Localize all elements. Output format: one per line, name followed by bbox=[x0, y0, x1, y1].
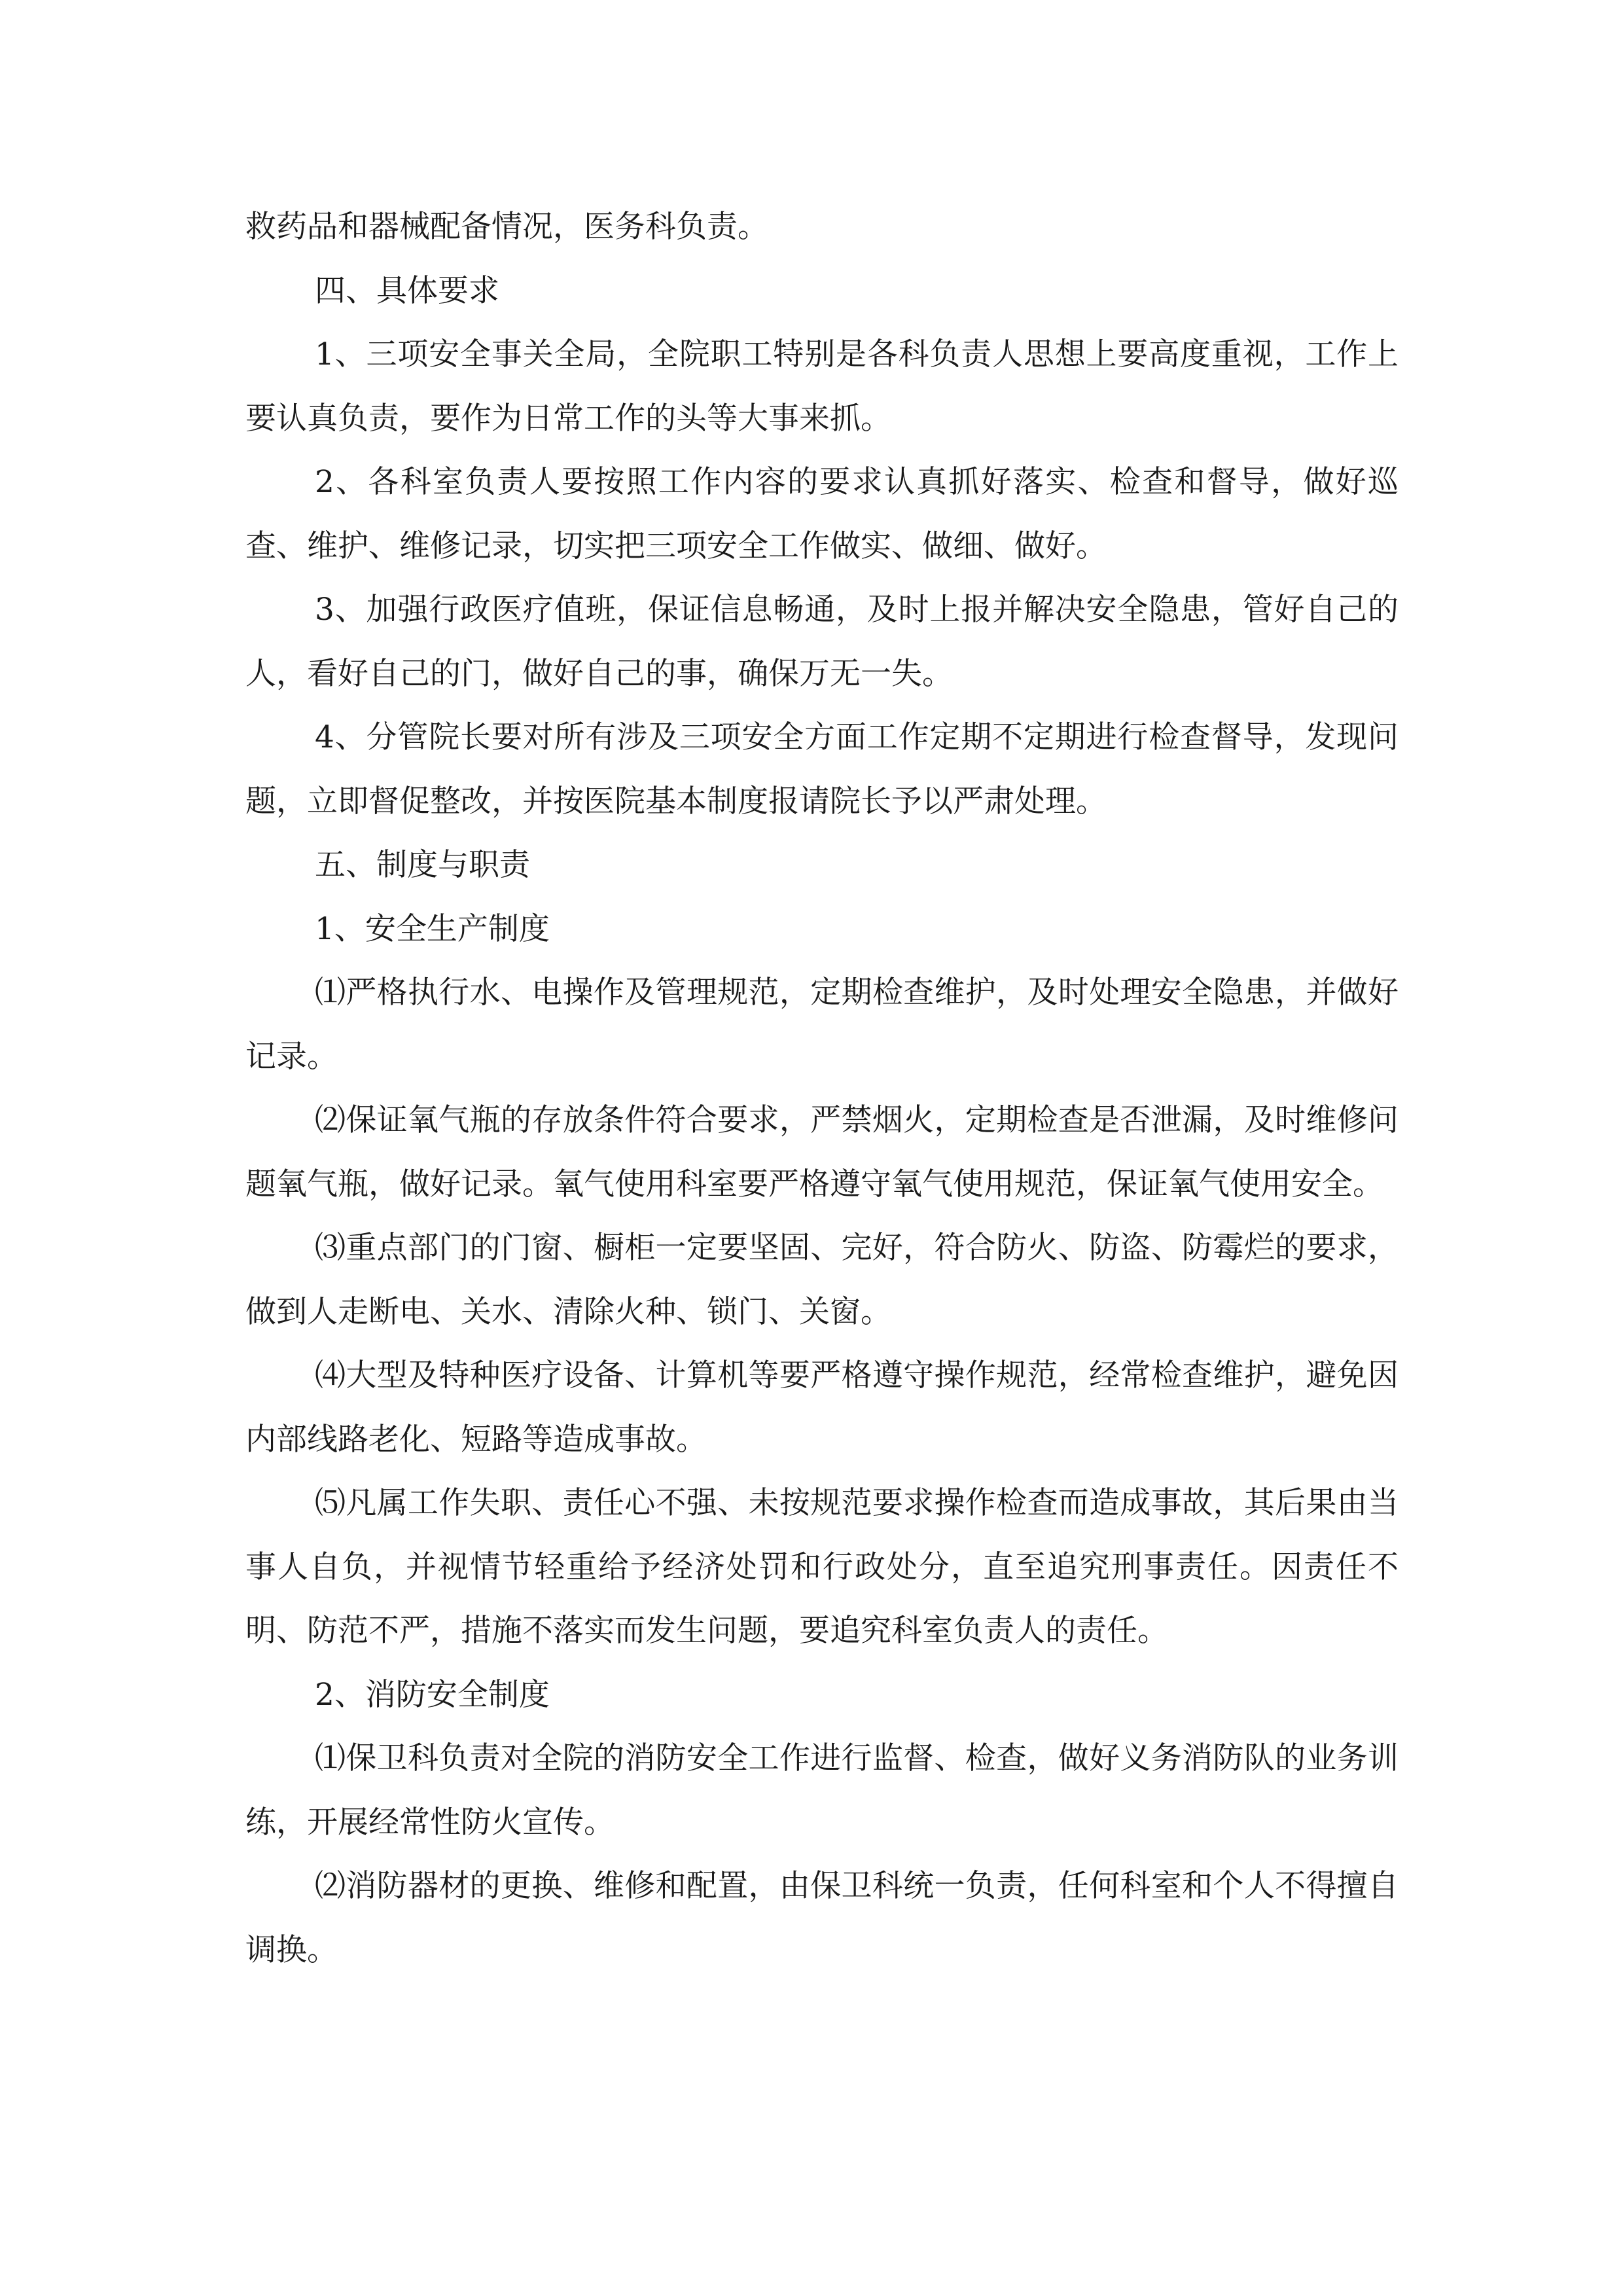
production-rule-1: ⑴严格执行水、电操作及管理规范，定期检查维护，及时处理安全隐患，并做好记录。 bbox=[245, 975, 1399, 1075]
fire-rule-2: ⑵消防器材的更换、维修和配置，由保卫科统一负责，任何科室和个人不得擅自调换。 bbox=[245, 1868, 1399, 1968]
paragraph-continuation: 救药品和器械配备情况，医务科负责。 bbox=[245, 209, 768, 245]
section-heading-specific-requirements: 四、具体要求 bbox=[315, 272, 499, 309]
requirement-item-2: 2、各科室负责人要按照工作内容的要求认真抓好落实、检查和督导，做好巡查、维护、维修记录，切实把三项安全工作做实、做细、做好。 bbox=[245, 464, 1399, 564]
production-rule-3: ⑶重点部门的门窗、橱柜一定要坚固、完好，符合防火、防盗、防霉烂的要求，做到人走断电、关水、清除火种、锁门、关窗。 bbox=[245, 1230, 1399, 1330]
fire-rule-1: ⑴保卫科负责对全院的消防安全工作进行监督、检查，做好义务消防队的业务训练，开展经常性防火宣传。 bbox=[245, 1740, 1399, 1840]
section-heading-rules-duties: 五、制度与职责 bbox=[315, 847, 530, 883]
subsection-heading-fire-safety: 2、消防安全制度 bbox=[315, 1676, 550, 1713]
production-rule-4: ⑷大型及特种医疗设备、计算机等要严格遵守操作规范，经常检查维护，避免因内部线路老化、短路等造成事故。 bbox=[245, 1357, 1399, 1458]
document-body bbox=[245, 195, 1399, 1982]
production-rule-2: ⑵保证氧气瓶的存放条件符合要求，严禁烟火，定期检查是否泄漏，及时维修问题氧气瓶，做好记录。氧气使用科室要严格遵守氧气使用规范，保证氧气使用安全。 bbox=[245, 1102, 1399, 1202]
requirement-item-4: 4、分管院长要对所有涉及三项安全方面工作定期不定期进行检查督导，发现问题，立即督促整改，并按医院基本制度报请院长予以严肃处理。 bbox=[245, 719, 1399, 819]
production-rule-5: ⑸凡属工作失职、责任心不强、未按规范要求操作检查而造成事故，其后果由当事人自负，并视情节轻重给予经济处罚和行政处分，直至追究刑事责任。因责任不明、防范不严，措施不落实而发生问题，要追究科室负责人的责任。 bbox=[245, 1485, 1399, 1649]
subsection-heading-production-safety: 1、安全生产制度 bbox=[315, 910, 550, 947]
requirement-item-1: 1、三项安全事关全局，全院职工特别是各科负责人思想上要高度重视，工作上要认真负责，要作为日常工作的头等大事来抓。 bbox=[245, 336, 1399, 437]
requirement-item-3: 3、加强行政医疗值班，保证信息畅通，及时上报并解决安全隐患，管好自己的人，看好自己的门，做好自己的事，确保万无一失。 bbox=[245, 592, 1399, 692]
